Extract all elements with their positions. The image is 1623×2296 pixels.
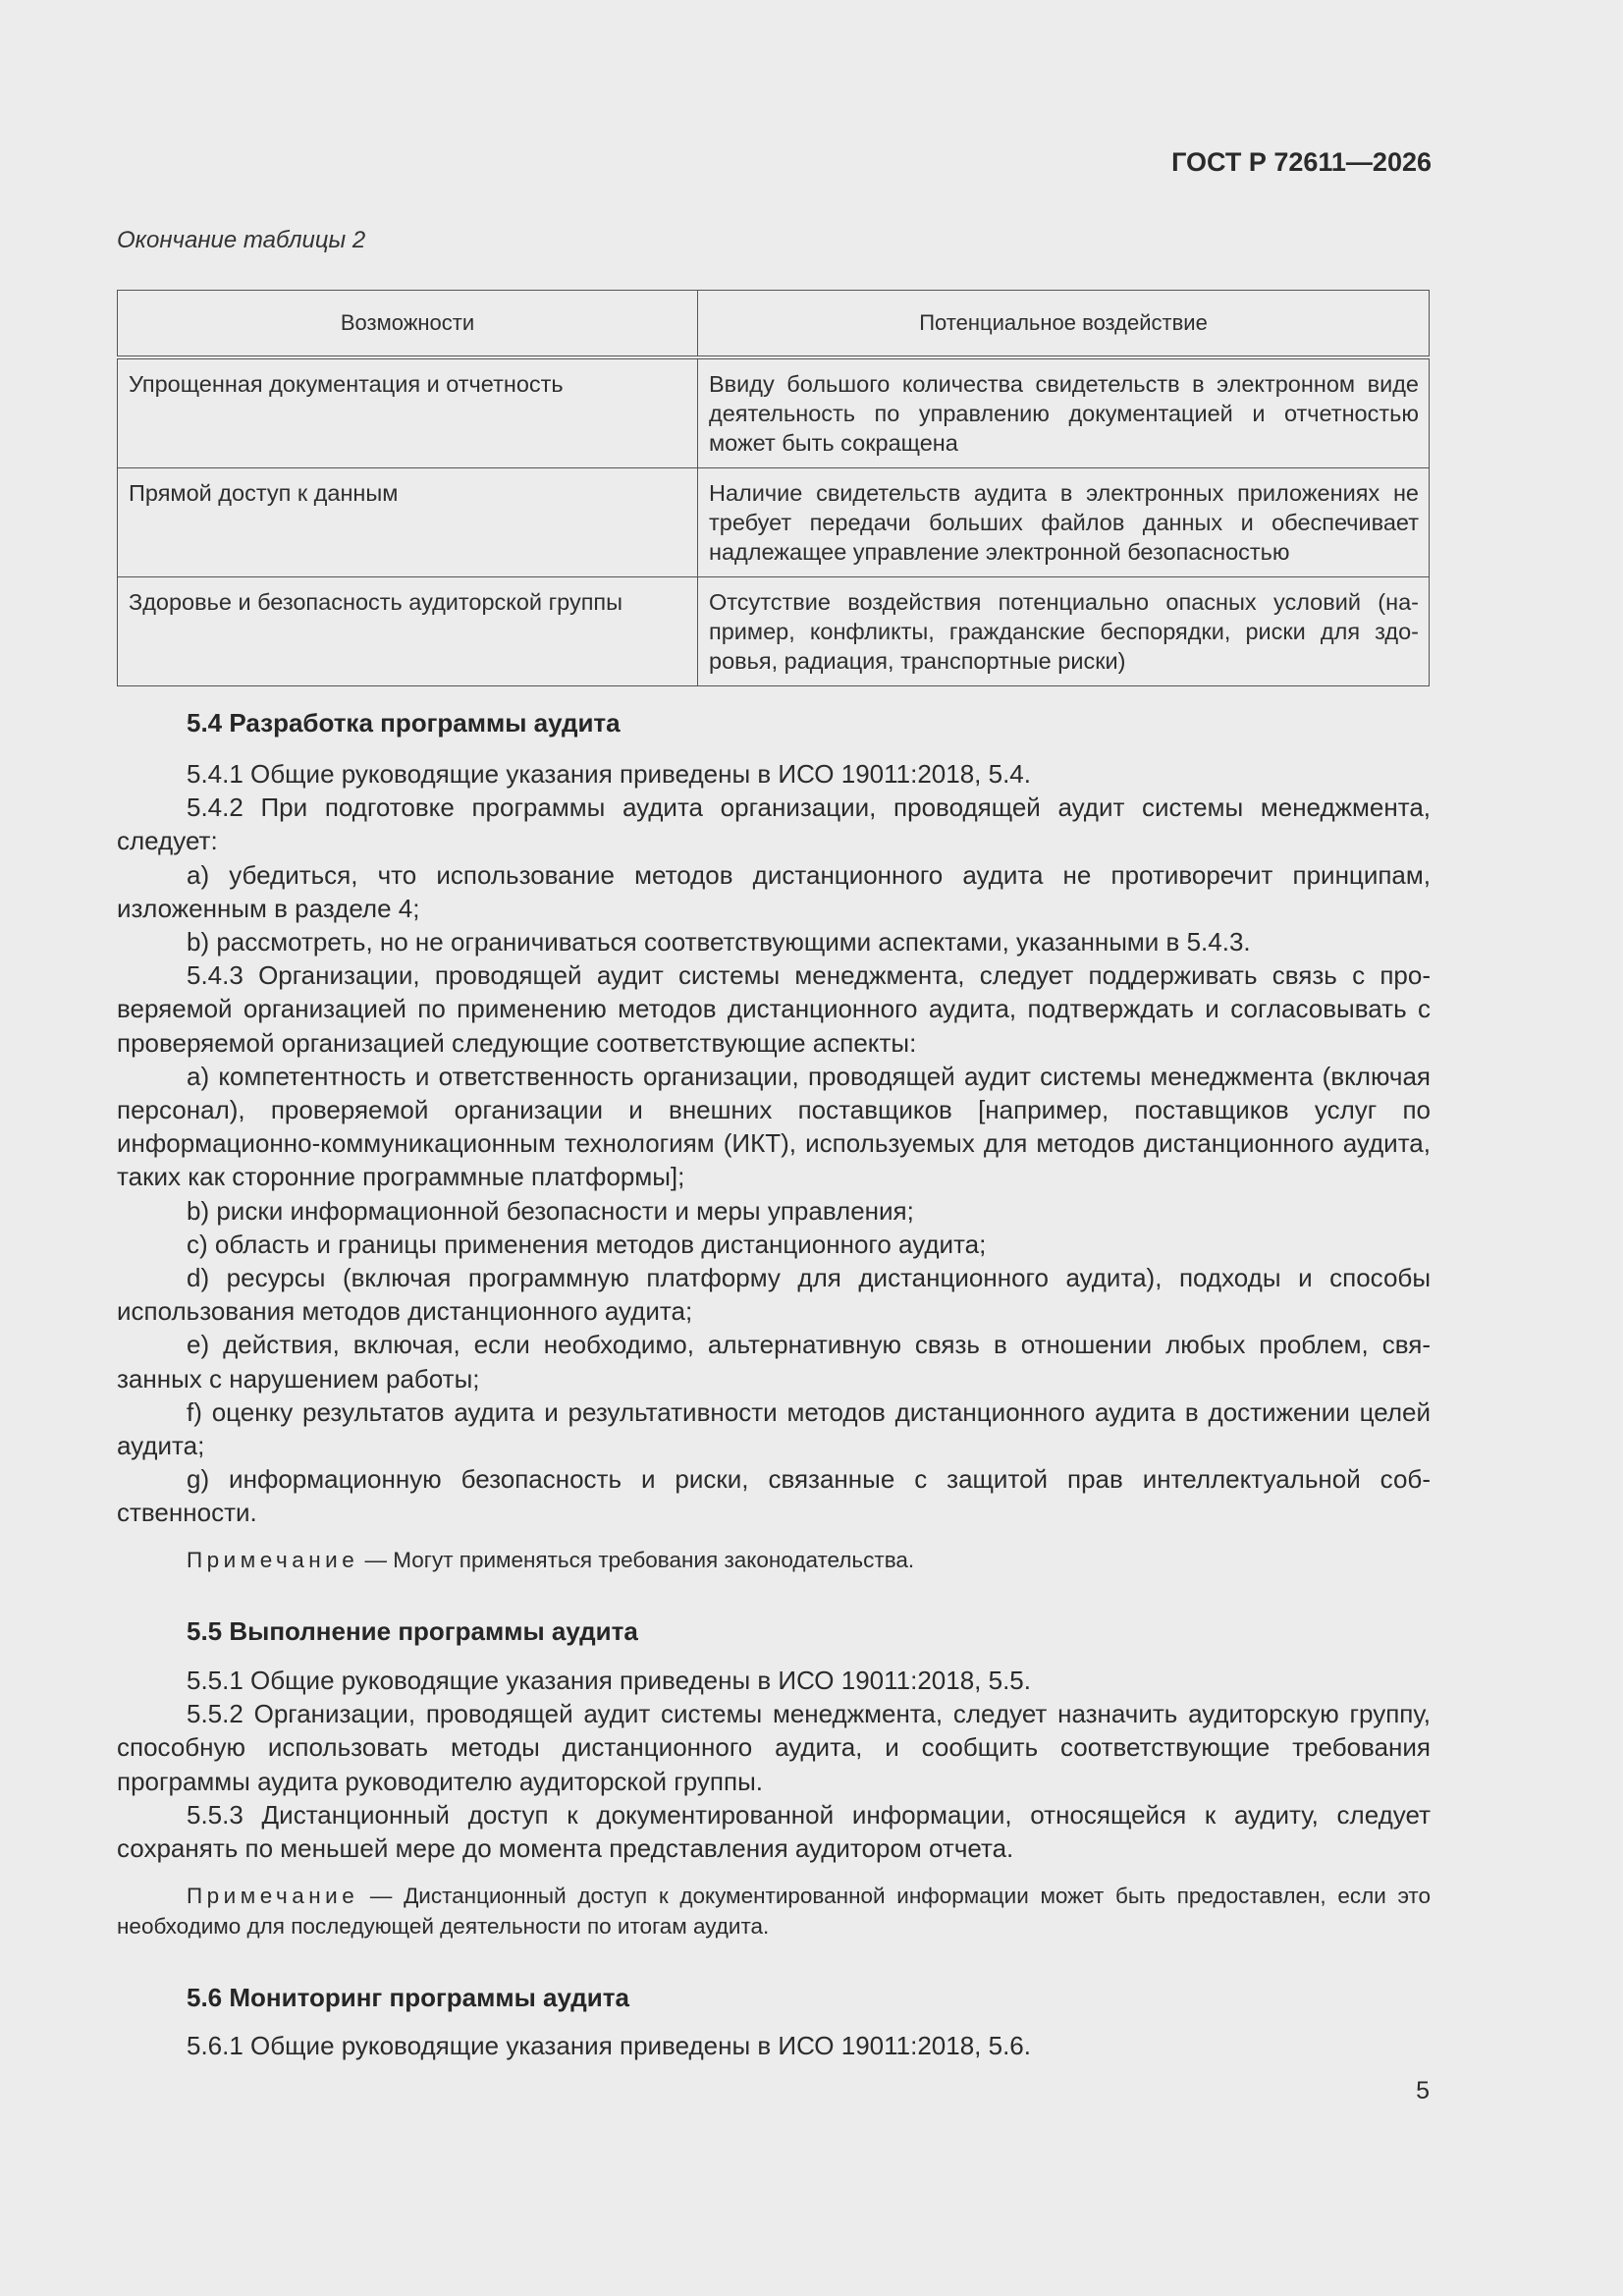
- impact-cell: Наличие свидетельств аудита в электронных приложениях не требует передачи больших файлов данных и обеспечивает надлежащее управление электронной безопасностью: [698, 468, 1430, 577]
- section-heading: 5.6 Мониторинг программы аудита: [187, 1983, 629, 2012]
- table-row: [118, 577, 1430, 686]
- section-heading: 5.5 Выполнение программы аудита: [187, 1616, 638, 1646]
- section-5-5: [117, 1614, 1431, 1648]
- paragraph-5-4-3: 5.4.3 Организации, проводящей аудит системы менеджмента, следует поддерживать связь с проверяемой организацией по применению методов дистанционного аудита, подтверждать и согласовывать с проверяемой организацией следующие соответствующие аспекты:: [117, 960, 1431, 1058]
- note-label: Примечание: [187, 1548, 359, 1572]
- note-text: — Могут применяться требования законодательства.: [358, 1548, 915, 1572]
- impact-cell: Отсутствие воздействия потенциально опасных условий (например, конфликты, гражданские беспорядки, риски для здоровья, радиация, транспортные риски): [698, 577, 1430, 686]
- list-item-f: f) оценку результатов аудита и результативности методов дистанционного аудита в достижении целей аудита;: [117, 1396, 1431, 1461]
- paragraph-5-5-3: 5.5.3 Дистанционный доступ к документированной информации, относящейся к аудиту, следует сохранять по меньшей мере до момента представления аудитором отчета.: [117, 1799, 1431, 1864]
- list-item-a: a) компетентность и ответственность организации, проводящей аудит системы менеджмента (включая персонал), проверяемой организации и внешних поставщиков [например, поставщиков услуг по информационно-коммуникационным технологиям (ИКТ), используемых для методов дистанционного аудита, таких как сторонние программные платформы];: [117, 1061, 1431, 1192]
- table-row: [118, 468, 1430, 577]
- note: [117, 1545, 1431, 1575]
- list-item-g: g) информационную безопасность и риски, связанные с защитой прав интеллектуальной собственности.: [117, 1464, 1431, 1528]
- section-5-4-body: [117, 757, 1431, 1530]
- note-label: Примечание: [187, 1884, 359, 1908]
- paragraph-5-5-1: 5.5.1 Общие руководящие указания приведены в ИСО 19011:2018, 5.5.: [187, 1666, 1031, 1695]
- capability-cell: Прямой доступ к данным: [118, 468, 698, 577]
- paragraph-5-6-1: 5.6.1 Общие руководящие указания приведены в ИСО 19011:2018, 5.6.: [187, 2031, 1031, 2060]
- list-item-b: b) риски информационной безопасности и меры управления;: [187, 1195, 914, 1226]
- note: [117, 1881, 1431, 1941]
- table-2: [117, 290, 1430, 686]
- paragraph-5-4-1: 5.4.1 Общие руководящие указания приведены в ИСО 19011:2018, 5.4.: [187, 759, 1031, 789]
- list-item-e: e) действия, включая, если необходимо, альтернативную связь в отношении любых проблем, связанных с нарушением работы;: [117, 1330, 1431, 1394]
- page-number: 5: [1416, 2077, 1430, 2105]
- note-text: — Дистанционный доступ к документированной информации может быть предоставлен, если это необходимо для последующей деятельности по итогам аудита.: [117, 1884, 1431, 1939]
- list-item-d: d) ресурсы (включая программную платформу для дистанционного аудита), подходы и способы использования методов дистанционного аудита;: [117, 1263, 1431, 1327]
- table-caption: Окончание таблицы 2: [117, 227, 366, 253]
- column-header-capabilities: Возможности: [118, 291, 698, 358]
- section-5-5-body: [117, 1664, 1431, 1865]
- paragraph-5-4-2: 5.4.2 При подготовке программы аудита организации, проводящей аудит системы менеджмента, следует:: [117, 793, 1431, 856]
- section-5-6-body: [117, 2029, 1431, 2062]
- paragraph-5-5-2: 5.5.2 Организации, проводящей аудит системы менеджмента, следует назначить аудиторскую группу, способную использовать методы дистанционного аудита, и сообщить соответствующие требования программы аудита руководителю аудиторской группы.: [117, 1699, 1431, 1796]
- section-5-6: [117, 1981, 1431, 2014]
- capability-cell: Упрощенная документация и отчетность: [118, 357, 698, 468]
- note-5-4: [117, 1545, 1431, 1575]
- section-heading: 5.4 Разработка программы аудита: [187, 708, 621, 738]
- column-header-impact: Потенциальное воздействие: [698, 291, 1430, 358]
- capability-cell: Здоровье и безопасность аудиторской группы: [118, 577, 698, 686]
- table-header-row: [118, 291, 1430, 358]
- note-5-5: [117, 1881, 1431, 1941]
- list-item-a: a) убедиться, что использование методов дистанционного аудита не противоречит принципам, изложенным в разделе 4;: [117, 859, 1431, 923]
- list-item-b: b) рассмотреть, но не ограничиваться соответствующими аспектами, указанными в 5.4.3.: [187, 927, 1251, 957]
- list-item-c: c) область и границы применения методов дистанционного аудита;: [187, 1229, 987, 1259]
- table-row: [118, 357, 1430, 468]
- section-5-4: [117, 706, 1431, 739]
- document-id: ГОСТ Р 72611—2026: [1171, 147, 1432, 177]
- impact-cell: Ввиду большого количества свидетельств в электронном виде деятельность по управлению документацией и отчетностью может быть сокращена: [698, 357, 1430, 468]
